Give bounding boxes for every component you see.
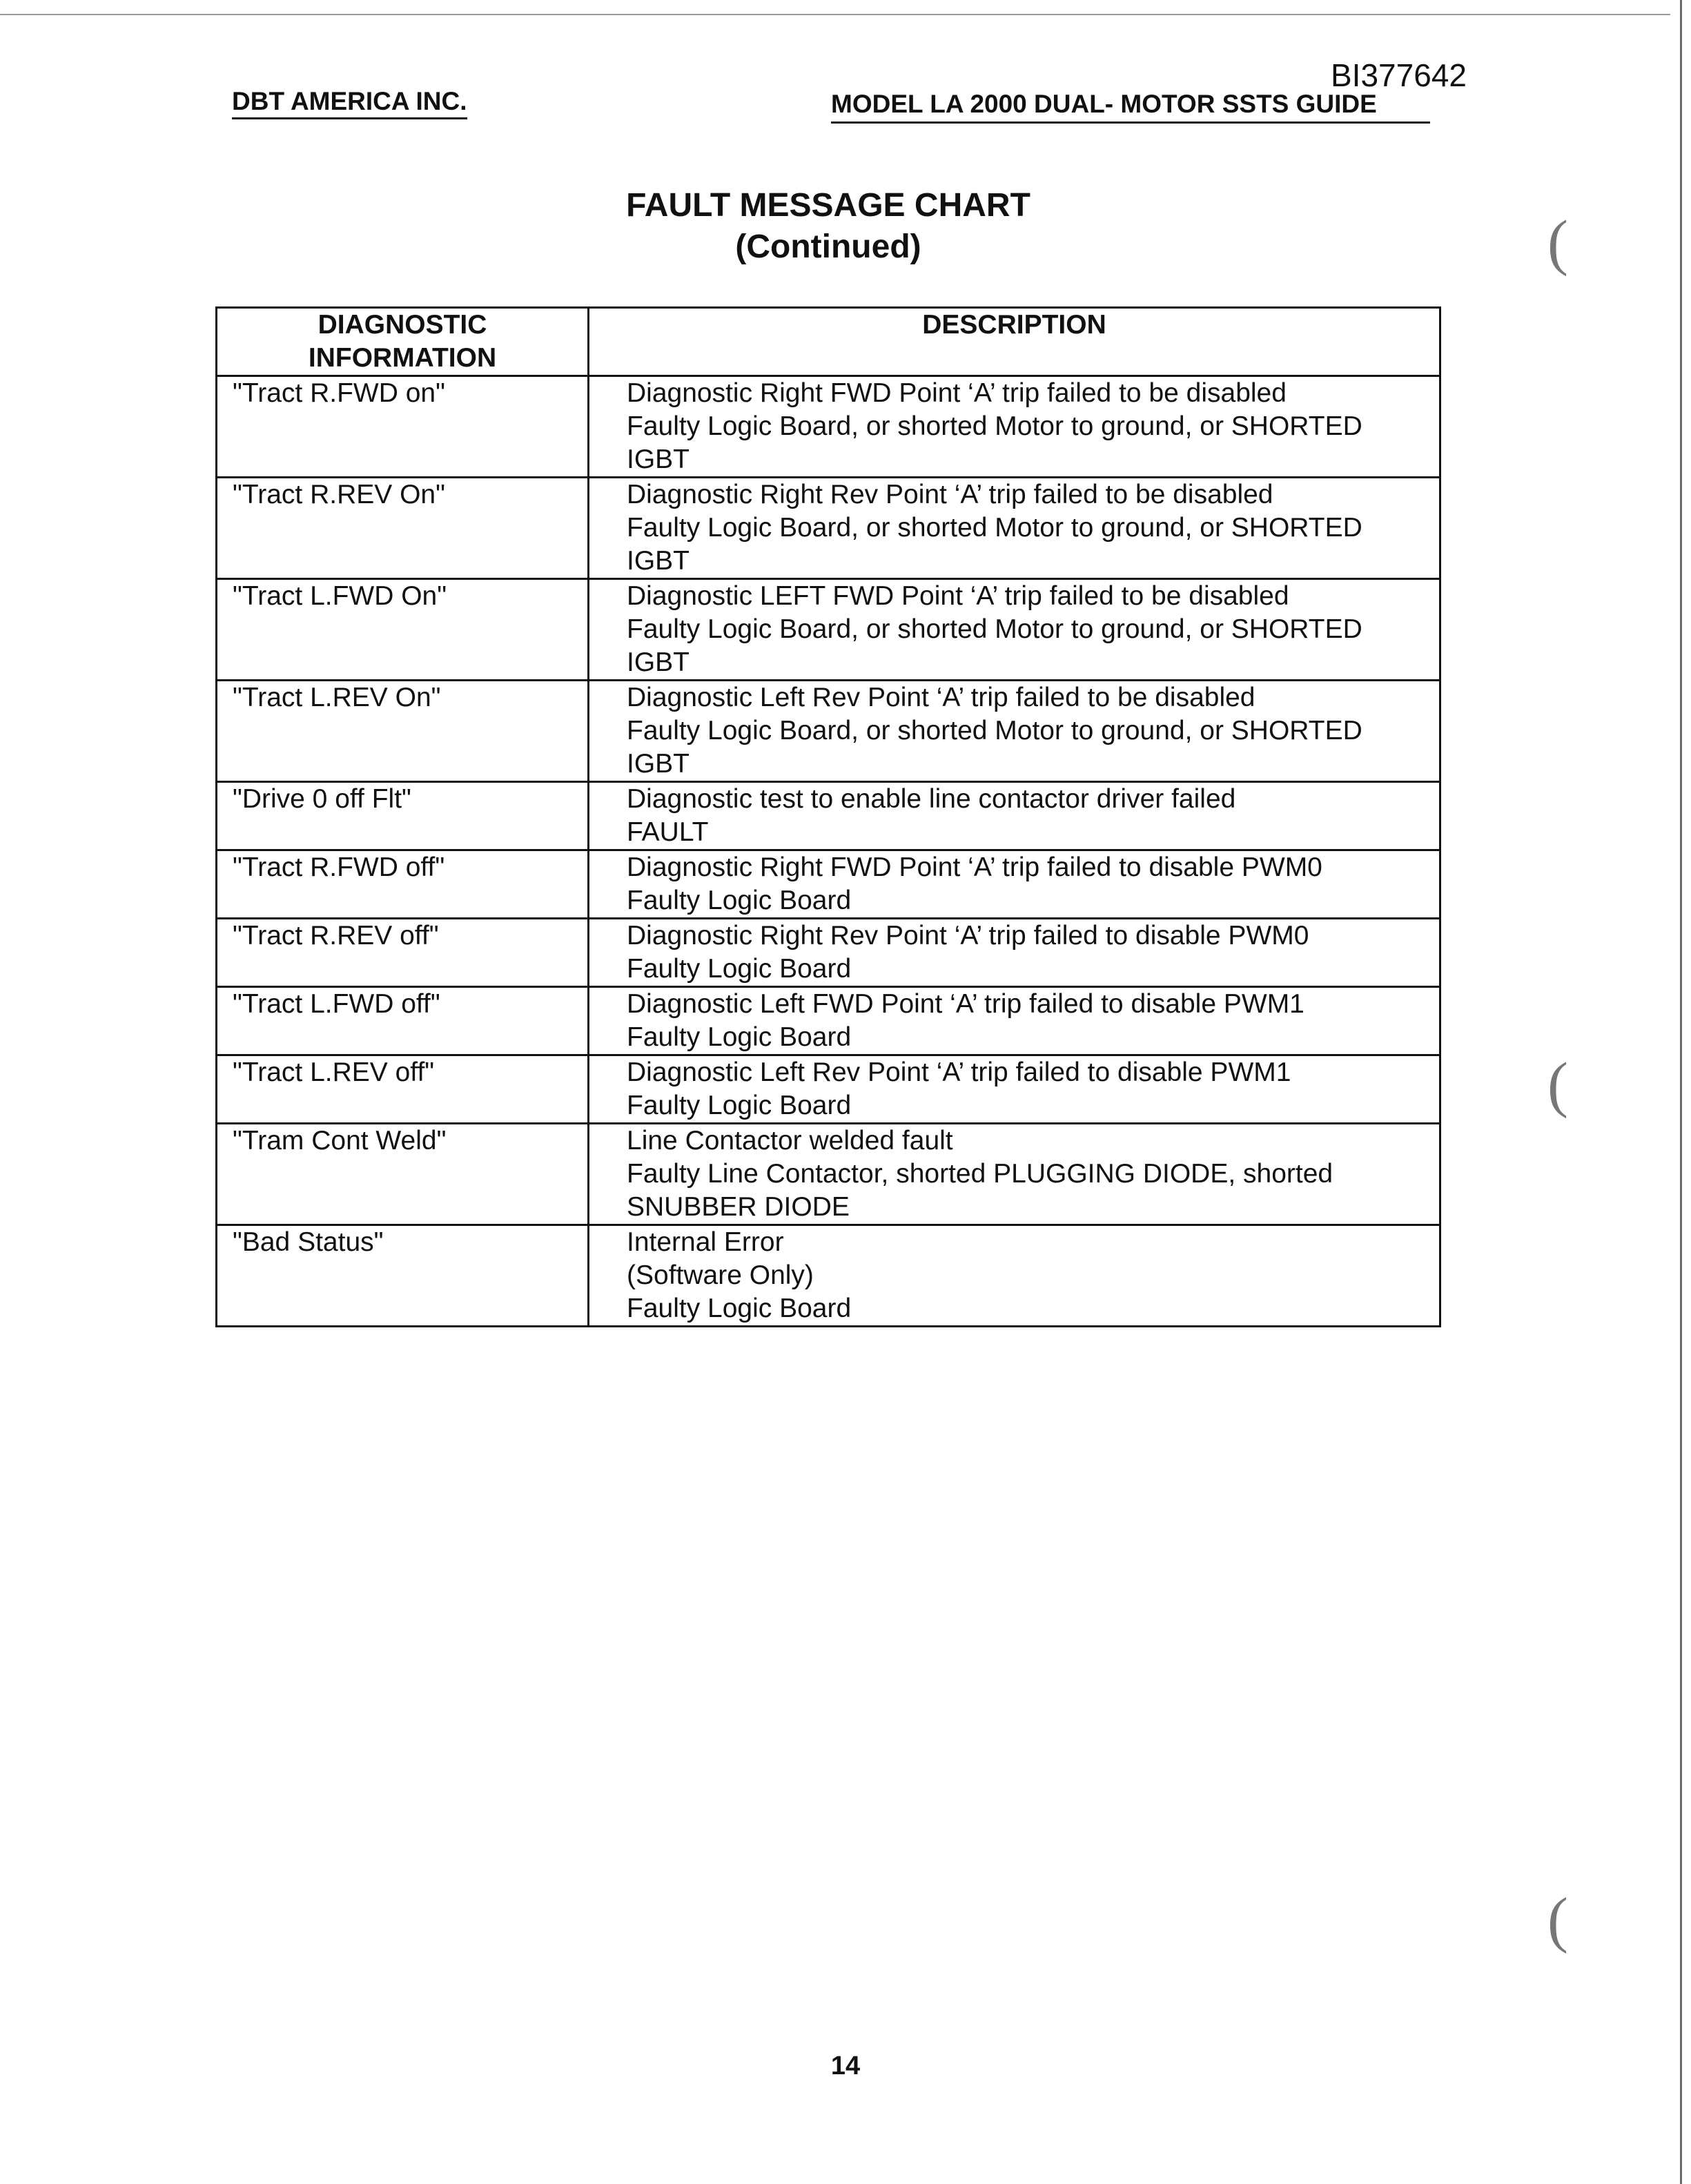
description-line: FAULT bbox=[627, 817, 709, 847]
table-row bbox=[217, 1225, 1440, 1327]
table-row bbox=[217, 1124, 1440, 1225]
table-body bbox=[217, 376, 1440, 1327]
table-row bbox=[217, 782, 1440, 850]
header-underline bbox=[831, 121, 1430, 124]
table-row bbox=[217, 987, 1440, 1055]
description-line: Faulty Logic Board bbox=[627, 886, 852, 915]
description-cell bbox=[589, 782, 1440, 850]
description-line: Diagnostic test to enable line contactor driver failed bbox=[627, 784, 1236, 814]
description-cell bbox=[589, 987, 1440, 1055]
description-line: IGBT bbox=[627, 445, 690, 474]
punch-hole-mark: ( bbox=[1547, 1051, 1568, 1119]
diagnostic-cell: "Tract R.FWD off" bbox=[217, 850, 589, 919]
chart-title-line: FAULT MESSAGE CHART bbox=[626, 187, 1030, 224]
description-cell bbox=[589, 1124, 1440, 1225]
company-name: DBT AMERICA INC. bbox=[232, 87, 467, 119]
description-cell bbox=[589, 850, 1440, 919]
description-line: (Software Only) bbox=[627, 1260, 814, 1290]
table-row bbox=[217, 579, 1440, 681]
diagnostic-cell: "Tract L.FWD On" bbox=[217, 579, 589, 681]
description-line: Faulty Logic Board, or shorted Motor to ground, or SHORTED bbox=[627, 614, 1362, 644]
description-line: Faulty Logic Board, or shorted Motor to ground, or SHORTED bbox=[627, 716, 1362, 745]
description-line: IGBT bbox=[627, 647, 690, 677]
description-line: IGBT bbox=[627, 546, 690, 576]
table-row bbox=[217, 681, 1440, 782]
description-cell bbox=[589, 478, 1440, 579]
chart-title bbox=[594, 185, 1063, 268]
diagnostic-cell: "Tract R.REV On" bbox=[217, 478, 589, 579]
punch-hole-mark: ( bbox=[1547, 208, 1568, 277]
description-line: Faulty Logic Board, or shorted Motor to ground, or SHORTED bbox=[627, 513, 1362, 543]
table-row bbox=[217, 1055, 1440, 1124]
description-line: Faulty Logic Board bbox=[627, 1091, 852, 1120]
diagnostic-cell: "Tract R.REV off" bbox=[217, 919, 589, 987]
description-line: Diagnostic Right Rev Point ‘A’ trip failed to disable PWM0 bbox=[627, 921, 1309, 950]
description-line: Faulty Logic Board bbox=[627, 1022, 852, 1052]
description-cell bbox=[589, 1225, 1440, 1327]
description-cell bbox=[589, 1055, 1440, 1124]
description-cell bbox=[589, 376, 1440, 478]
diagnostic-cell: "Tract L.FWD off" bbox=[217, 987, 589, 1055]
diagnostic-cell: "Tract L.REV On" bbox=[217, 681, 589, 782]
page-number: 14 bbox=[830, 2051, 861, 2080]
diagnostic-cell: "Tract R.FWD on" bbox=[217, 376, 589, 478]
description-line: Faulty Logic Board bbox=[627, 1294, 852, 1323]
description-line: Line Contactor welded fault bbox=[627, 1126, 953, 1156]
header-line: DIAGNOSTIC bbox=[317, 310, 487, 340]
table-row bbox=[217, 376, 1440, 478]
chart-subtitle: (Continued) bbox=[735, 228, 921, 265]
table-row bbox=[217, 478, 1440, 579]
table-row bbox=[217, 919, 1440, 987]
diagnostic-cell: "Bad Status" bbox=[217, 1225, 589, 1327]
header-line: INFORMATION bbox=[308, 343, 497, 373]
description-cell bbox=[589, 681, 1440, 782]
table-row bbox=[217, 850, 1440, 919]
description-line: Faulty Line Contactor, shorted PLUGGING DIODE, shorted bbox=[627, 1159, 1333, 1189]
description-line: Diagnostic Right Rev Point ‘A’ trip failed to be disabled bbox=[627, 480, 1273, 509]
description-line: Internal Error bbox=[627, 1227, 784, 1257]
description-line: Diagnostic Left FWD Point ‘A’ trip failed to disable PWM1 bbox=[627, 989, 1304, 1019]
description-cell bbox=[589, 579, 1440, 681]
description-line: Diagnostic Right FWD Point ‘A’ trip failed to be disabled bbox=[627, 378, 1287, 408]
description-line: Faulty Logic Board bbox=[627, 954, 852, 984]
description-line: SNUBBER DIODE bbox=[627, 1192, 850, 1222]
diagnostic-cell: "Tract L.REV off" bbox=[217, 1055, 589, 1124]
scan-right-edge bbox=[1680, 0, 1682, 2184]
description-line: Faulty Logic Board, or shorted Motor to ground, or SHORTED bbox=[627, 411, 1362, 441]
description-line: Diagnostic Right FWD Point ‘A’ trip failed to disable PWM0 bbox=[627, 852, 1322, 882]
description-header: DESCRIPTION bbox=[589, 308, 1440, 376]
guide-title: MODEL LA 2000 DUAL- MOTOR SSTS GUIDE bbox=[831, 90, 1377, 118]
description-line: Diagnostic LEFT FWD Point ‘A’ trip failed to be disabled bbox=[627, 581, 1289, 611]
diagnostic-information-header bbox=[217, 308, 589, 376]
document-number: BI377642 bbox=[1331, 57, 1467, 93]
table-header-row bbox=[217, 308, 1440, 376]
diagnostic-cell: "Tram Cont Weld" bbox=[217, 1124, 589, 1225]
fault-message-table bbox=[215, 306, 1441, 1327]
punch-hole-mark: ( bbox=[1547, 1886, 1568, 1954]
diagnostic-cell: "Drive 0 off Flt" bbox=[217, 782, 589, 850]
description-cell bbox=[589, 919, 1440, 987]
description-line: Diagnostic Left Rev Point ‘A’ trip failed to disable PWM1 bbox=[627, 1057, 1291, 1087]
description-line: IGBT bbox=[627, 749, 690, 779]
description-line: Diagnostic Left Rev Point ‘A’ trip failed to be disabled bbox=[627, 683, 1255, 712]
scan-top-rule bbox=[0, 14, 1670, 15]
